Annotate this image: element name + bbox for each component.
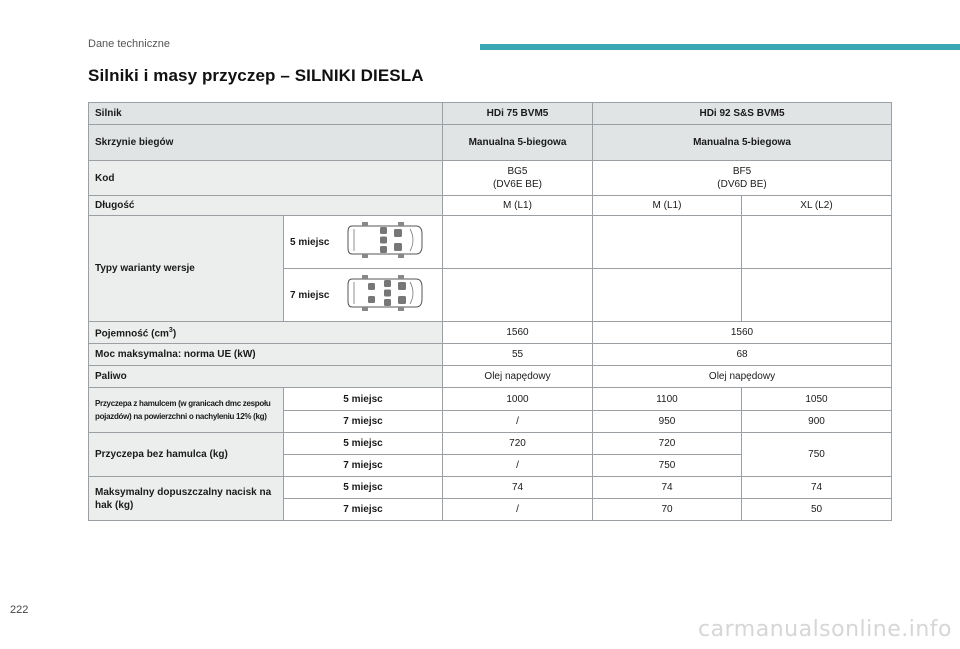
table-row: [89, 216, 892, 269]
variants-label: Typy warianty wersje: [89, 216, 284, 322]
watermark: carmanualsonline.info: [698, 617, 952, 642]
page-title: Silniki i masy przyczep – SILNIKI DIESLA: [88, 66, 424, 85]
fuel-2: Olej napędowy: [593, 366, 892, 388]
engine-2: HDi 92 S&S BVM5: [593, 103, 892, 125]
towbar-label: Maksymalny dopuszczalny nacisk na hak (kg): [89, 477, 284, 521]
table-row: [89, 388, 892, 411]
unbraked-5-seats: 5 miejsc: [284, 433, 443, 455]
towbar-5-seats: 5 miejsc: [284, 477, 443, 499]
braked-7-col-3: 900: [742, 411, 892, 433]
engine-label: Silnik: [89, 103, 443, 125]
gearbox-1: Manualna 5-biegowa: [443, 125, 593, 161]
unbraked-label: Przyczepa bez hamulca (kg): [89, 433, 284, 477]
towbar-7-col-3: 50: [742, 499, 892, 521]
capacity-label: Pojemność $(cm^3)$: [89, 322, 443, 344]
braked-5-col-2: 1100: [593, 388, 742, 411]
towbar-5-col-1: 74: [443, 477, 593, 499]
towbar-5-col-2: 74: [593, 477, 742, 499]
braked-trailer-label: Przyczepa z hamulcem (w granicach dmc zespołu pojazdów) na powierzchni o nachyleniu 12% (kg): [89, 388, 284, 433]
gearbox-2: Manualna 5-biegowa: [593, 125, 892, 161]
braked-5-seats: 5 miejsc: [284, 388, 443, 411]
variant-5-col-1: [443, 216, 593, 269]
capacity-2: 1560: [593, 322, 892, 344]
fuel-1: Olej napędowy: [443, 366, 593, 388]
code-1-line1: BG5: [507, 166, 528, 177]
variant-7-col-1: [443, 269, 593, 322]
braked-7-seats: 7 miejsc: [284, 411, 443, 433]
code-2: [593, 161, 892, 196]
towbar-5-col-3: 74: [742, 477, 892, 499]
variant-7-col-2: [593, 269, 742, 322]
variant-7-col-3: [742, 269, 892, 322]
unbraked-7-seats: 7 miejsc: [284, 455, 443, 477]
variant-5-col-3: [742, 216, 892, 269]
van-5-seats-icon: [346, 220, 424, 264]
code-label: Kod: [89, 161, 443, 196]
unbraked-5-col-1: 720: [443, 433, 593, 455]
table-row: [89, 125, 892, 161]
table-row: [89, 196, 892, 216]
length-2: M (L1): [593, 196, 742, 216]
table-row: [89, 477, 892, 499]
towbar-7-col-2: 70: [593, 499, 742, 521]
capacity-1: 1560: [443, 322, 593, 344]
page-number: 222: [10, 604, 29, 616]
length-3: XL (L2): [742, 196, 892, 216]
code-2-line1: BF5: [732, 166, 752, 177]
table-row: [89, 322, 892, 344]
table-row: [89, 433, 892, 455]
length-label: Długość: [89, 196, 443, 216]
section-label: Dane techniczne: [88, 38, 170, 50]
power-1: 55: [443, 344, 593, 366]
fuel-label: Paliwo: [89, 366, 443, 388]
variant-7-seats: [284, 269, 443, 322]
braked-7-col-2: 950: [593, 411, 742, 433]
table-row: [89, 344, 892, 366]
towbar-7-seats: 7 miejsc: [284, 499, 443, 521]
unbraked-7-col-1: /: [443, 455, 593, 477]
gearbox-label: Skrzynie biegów: [89, 125, 443, 161]
unbraked-7-col-2: 750: [593, 455, 742, 477]
code-1: [443, 161, 593, 196]
braked-5-col-1: 1000: [443, 388, 593, 411]
braked-7-col-1: /: [443, 411, 593, 433]
braked-5-col-3: 1050: [742, 388, 892, 411]
code-1-line2: (DV6E BE): [493, 179, 542, 190]
length-1: M (L1): [443, 196, 593, 216]
power-2: 68: [593, 344, 892, 366]
engine-spec-table: [88, 102, 892, 521]
seats-5-label: 5 miejsc: [290, 236, 330, 248]
variant-5-col-2: [593, 216, 742, 269]
table-row: [89, 103, 892, 125]
code-2-line2: (DV6D BE): [717, 179, 767, 190]
variant-5-seats: [284, 216, 443, 269]
table-row: [89, 161, 892, 196]
table-row: [89, 366, 892, 388]
engine-1: HDi 75 BVM5: [443, 103, 593, 125]
unbraked-xl: 750: [742, 433, 892, 477]
unbraked-5-col-2: 720: [593, 433, 742, 455]
towbar-7-col-1: /: [443, 499, 593, 521]
van-7-seats-icon: [346, 273, 424, 317]
section-accent-bar: [480, 44, 960, 50]
seats-7-label: 7 miejsc: [290, 289, 330, 301]
power-label: Moc maksymalna: norma UE (kW): [89, 344, 443, 366]
